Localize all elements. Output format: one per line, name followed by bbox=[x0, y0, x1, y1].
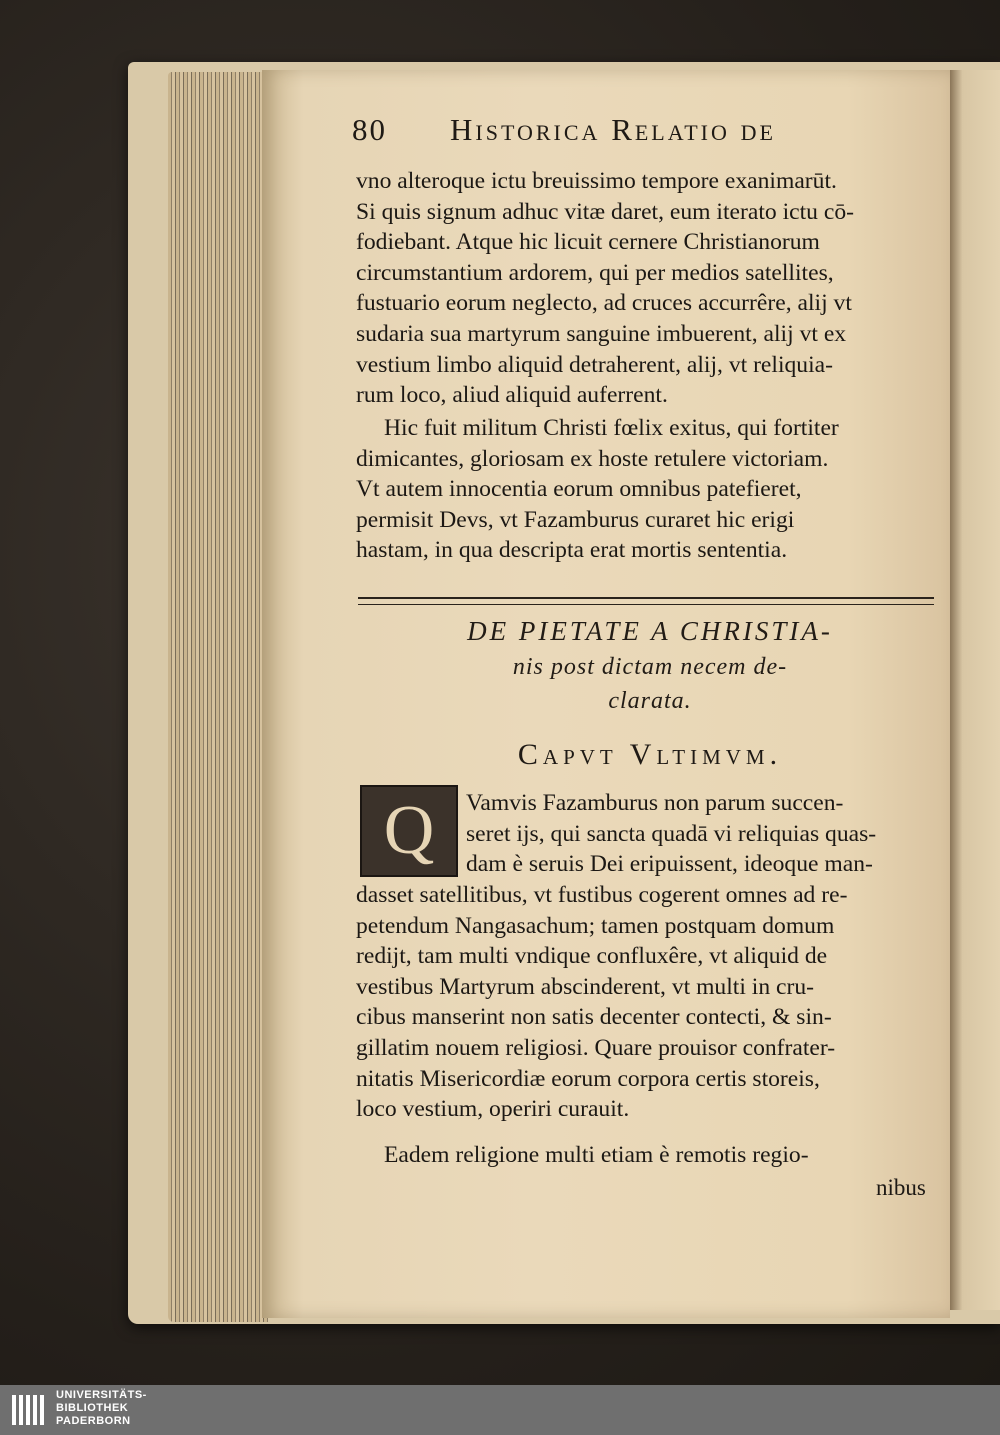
facing-page-edge bbox=[950, 70, 1000, 1310]
text-block-3 bbox=[356, 880, 936, 1125]
page-header bbox=[352, 112, 912, 152]
catchword: nibus bbox=[876, 1175, 926, 1200]
text-line: Hic fuit militum Christi fœlix exitus, qui fortiter bbox=[384, 415, 839, 441]
text-line: circumstantium ardorem, qui per medios satellites, bbox=[356, 259, 834, 286]
text-line: nitatis Misericordiæ eorum corpora certis storeis, bbox=[356, 1065, 820, 1092]
text-block-1 bbox=[356, 166, 936, 411]
page-edges bbox=[168, 72, 268, 1322]
text-block-2 bbox=[356, 413, 936, 566]
text-line: Vt autem innocentia eorum omnibus patefieret, bbox=[356, 476, 802, 503]
text-block-4 bbox=[356, 1140, 936, 1171]
library-name-line: UNIVERSITÄTS- bbox=[56, 1389, 147, 1401]
library-name-line: BIBLIOTHEK bbox=[56, 1402, 129, 1414]
chapter-title: Capvt Vltimvm. bbox=[517, 738, 783, 771]
running-title: Historica Relatio de bbox=[450, 112, 776, 147]
text-line: fustuario eorum neglecto, ad cruces accurrêre, alij vt bbox=[356, 290, 852, 317]
library-name bbox=[56, 1389, 147, 1428]
text-line: Vamvis Fazamburus non parum succen- bbox=[466, 790, 844, 816]
text-line: vestium limbo aliquid detraherent, alij, vt reliquia- bbox=[356, 351, 833, 378]
page-number: 80 bbox=[352, 112, 387, 147]
text-line: rum loco, aliud aliquid auferrent. bbox=[356, 382, 668, 409]
text-block-3-drop bbox=[466, 788, 936, 880]
text-line: hastam, in qua descripta erat mortis sententia. bbox=[356, 537, 788, 564]
text-line: cibus manserint non satis decenter contecti, & sin- bbox=[356, 1004, 832, 1031]
text-line: petendum Nangasachum; tamen postquam domum bbox=[356, 912, 835, 939]
text-line: sudaria sua martyrum sanguine imbuerent, alij vt ex bbox=[356, 320, 847, 347]
text-line: seret ijs, qui sancta quadā vi reliquias quas- bbox=[466, 820, 877, 847]
text-line: fodiebant. Atque hic licuit cernere Christianorum bbox=[356, 229, 820, 256]
text-line: Si quis signum adhuc vitæ daret, eum iterato ictu cō- bbox=[356, 198, 854, 225]
text-line: redijt, tam multi vndique confluxêre, vt aliquid de bbox=[356, 943, 828, 970]
library-footer bbox=[0, 1385, 1000, 1435]
text-line: permisit Devs, vt Fazamburus curaret hic erigi bbox=[356, 506, 795, 533]
text-line: gillatim nouem religiosi. Quare prouisor confrater- bbox=[356, 1034, 836, 1061]
section-divider bbox=[358, 597, 934, 605]
text-line: dimicantes, gloriosam ex hoste retulere victoriam. bbox=[356, 445, 829, 472]
text-line: Eadem religione multi etiam è remotis regio- bbox=[384, 1142, 809, 1168]
text-line: vno alteroque ictu breuissimo tempore exanimarūt. bbox=[356, 168, 837, 194]
library-name-line: PADERBORN bbox=[56, 1415, 131, 1427]
text-line: vestibus Martyrum abscinderent, vt multi in cru- bbox=[356, 973, 815, 1000]
section-heading-line: DE PIETATE A CHRISTIA- bbox=[467, 616, 833, 646]
section-heading-line: clarata. bbox=[608, 688, 692, 714]
decorated-initial: Q bbox=[360, 785, 458, 877]
library-logo-icon bbox=[10, 1391, 48, 1429]
section-heading-line: nis post dictam necem de- bbox=[512, 654, 788, 680]
text-line: loco vestium, operiri curauit. bbox=[356, 1096, 630, 1123]
text-line: dam è seruis Dei eripuissent, ideoque man- bbox=[466, 851, 873, 878]
text-line: dasset satellitibus, vt fustibus cogerent omnes ad re- bbox=[356, 882, 848, 908]
